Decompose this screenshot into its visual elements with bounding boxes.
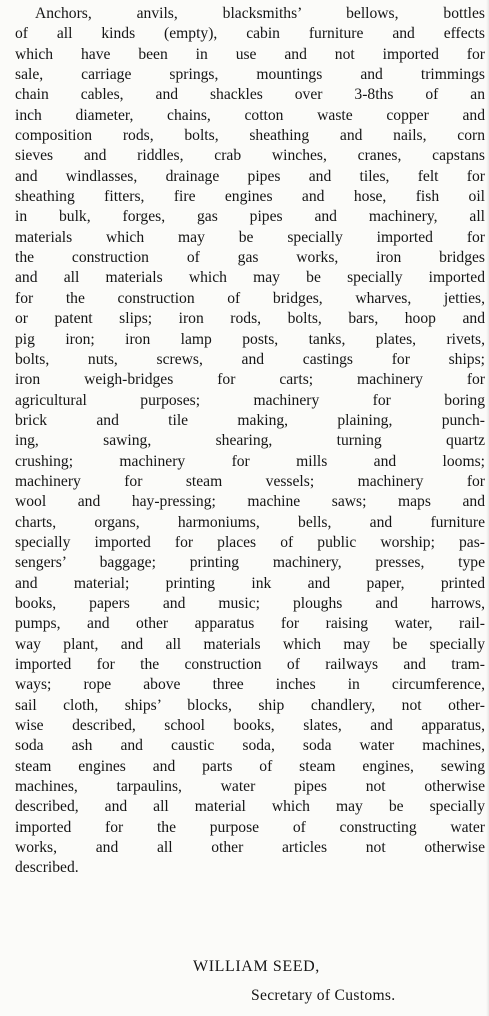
article-line: works, and all other articles not otherwise [15, 839, 485, 857]
article-line: imported for the construction of railways and tram- [15, 656, 485, 673]
article-line: pumps, and other apparatus for raising water, rail- [15, 615, 485, 633]
article-line: machinery for steam vessels; machinery for [15, 472, 485, 490]
article-line: agricultural purposes; machinery for boring [15, 391, 485, 409]
article-line: in bulk, forges, gas pipes and machinery, all [15, 208, 485, 226]
article-line: way plant, and all materials which may be specially [15, 635, 485, 653]
article-line: machines, tarpaulins, water pipes not otherwise [15, 778, 485, 796]
article-line: sale, carriage springs, mountings and trimmings [15, 66, 485, 84]
article-line: described, and all material which may be specially [15, 798, 485, 816]
article-line: and windlasses, drainage pipes and tiles, felt for [15, 167, 485, 185]
signatory-name: WILLIAM SEED, [193, 958, 320, 975]
article-line: wise described, school books, slates, and apparatus, [15, 717, 485, 735]
article-line: books, papers and music; ploughs and harrows, [15, 594, 485, 612]
article-line: inch diameter, chains, cotton waste copper and [15, 106, 485, 124]
article-line: steam engines and parts of steam engines, sewing [15, 757, 485, 775]
article-line: or patent slips; iron rods, bolts, bars, hoop and [15, 310, 485, 328]
article-line: and all materials which may be specially imported [15, 269, 485, 287]
article-line: charts, organs, harmoniums, bells, and furniture [15, 513, 485, 531]
article-line: iron weigh-bridges for carts; machinery for [15, 371, 485, 389]
article-line: brick and tile making, plaining, punch- [15, 411, 485, 429]
article-line: ing, sawing, shearing, turning quartz [15, 432, 485, 450]
article-line: materials which may be specially imported for [15, 228, 485, 246]
article-body [15, 4, 485, 879]
article-line: described. [15, 859, 79, 877]
article-line: the construction of gas works, iron bridges [15, 249, 485, 267]
article-line: for the construction of bridges, wharves, jetties, [15, 289, 485, 307]
article-line: crushing; machinery for mills and looms; [15, 452, 485, 470]
article-line: Anchors, anvils, blacksmiths’ bellows, bottles [35, 5, 485, 22]
article-line: specially imported for places of public worship; pas- [15, 533, 485, 551]
article-line: which have been in use and not imported for [15, 45, 485, 63]
article-line: and material; printing ink and paper, printed [15, 574, 485, 592]
article-line: sail cloth, ships’ blocks, ship chandlery, not other- [15, 696, 485, 714]
article-line: of all kinds (empty), cabin furniture and effects [15, 25, 485, 43]
article-line: composition rods, bolts, sheathing and nails, corn [15, 127, 485, 145]
article-line: sieves and riddles, crab winches, cranes, capstans [15, 147, 485, 165]
article-line: pig iron; iron lamp posts, tanks, plates, rivets, [15, 330, 485, 348]
article-line: imported for the purpose of constructing water [15, 818, 485, 836]
article-line: sheathing fitters, fire engines and hose, fish oil [15, 188, 485, 206]
article-line: chain cables, and shackles over 3-8ths of an [15, 86, 485, 104]
article-line: soda ash and caustic soda, soda water machines, [15, 737, 485, 755]
article-line: sengers’ baggage; printing machinery, presses, type [15, 554, 485, 572]
article-line: bolts, nuts, screws, and castings for ships; [15, 350, 485, 368]
signatory-title: Secretary of Customs. [251, 987, 396, 1004]
article-line: ways; rope above three inches in circumference, [15, 676, 485, 694]
article-line: wool and hay-pressing; machine saws; maps and [15, 493, 485, 511]
